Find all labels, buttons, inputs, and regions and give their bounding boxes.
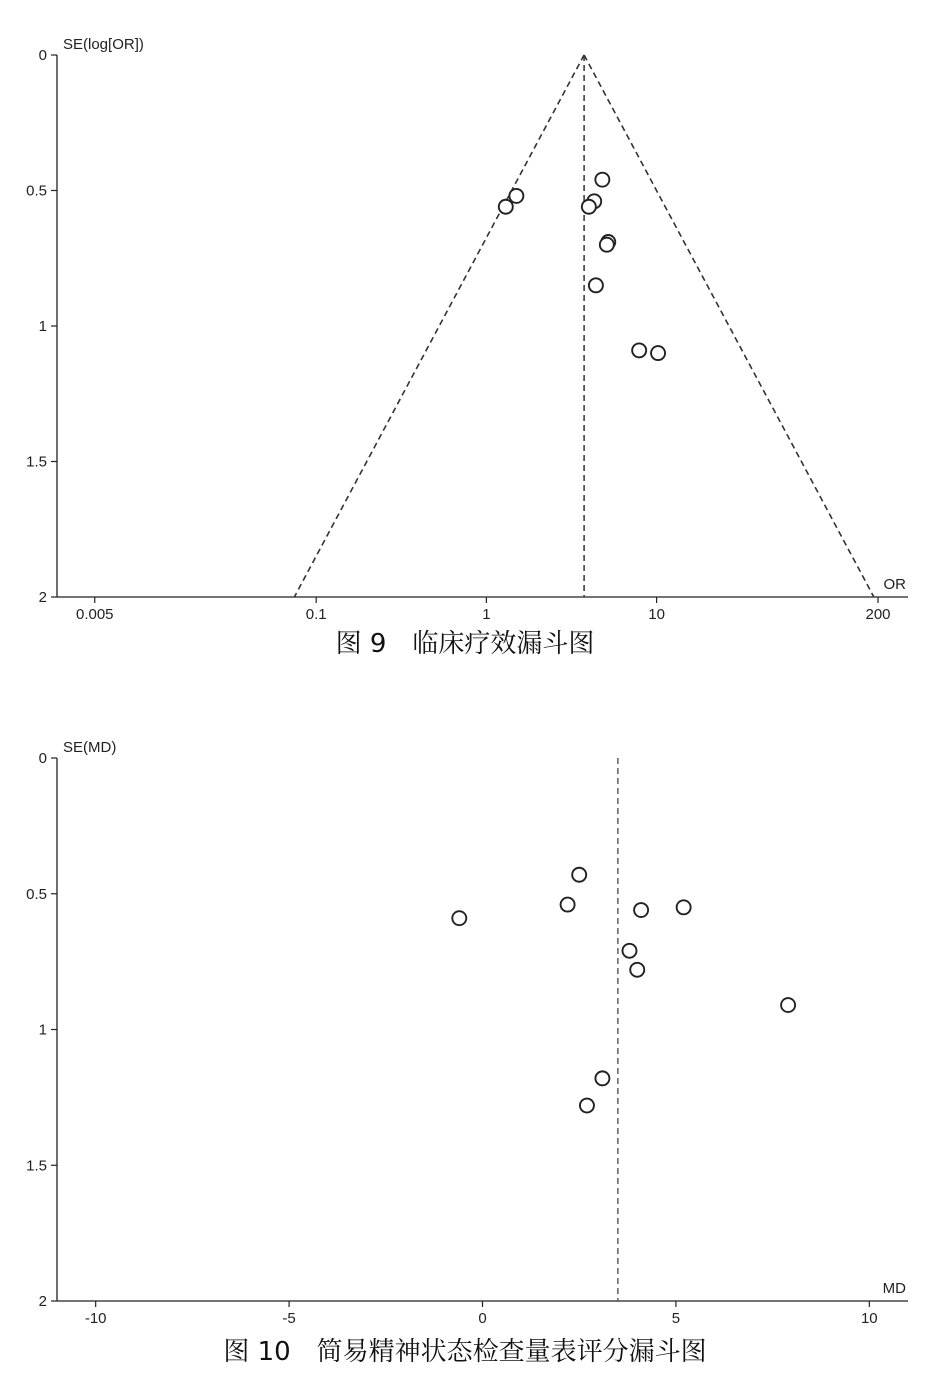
y-tick-label: 1: [38, 318, 47, 335]
x-tick-label: 200: [865, 606, 891, 623]
x-tick-label: -5: [282, 1310, 296, 1327]
y-tick-label: 2: [38, 1293, 47, 1310]
study-point: [580, 1099, 594, 1113]
x-tick-label: 1: [482, 606, 491, 623]
x-tick-label: 0.005: [75, 606, 114, 623]
x-tick-label: 5: [671, 1310, 681, 1327]
x-tick-label: 0.1: [305, 606, 327, 623]
funnel-right-line: [584, 55, 874, 597]
study-point: [589, 278, 603, 292]
y-axis-label: SE(MD): [63, 739, 117, 756]
chart-2-mmse-funnel: [26, 739, 908, 1367]
y-tick-label: 0.5: [26, 885, 47, 903]
y-tick-label: 1: [38, 1021, 47, 1039]
study-point: [622, 944, 636, 958]
figure-caption: 图 9 临床疗效漏斗图: [335, 629, 595, 659]
study-point: [452, 911, 466, 925]
study-point: [651, 346, 665, 360]
x-axis-label: MD: [882, 1280, 906, 1297]
chart-1-clinical-efficacy-funnel: [26, 36, 908, 659]
study-point: [572, 868, 586, 882]
study-point: [634, 903, 648, 917]
x-tick-label: 10: [648, 606, 665, 623]
x-tick-label: 0: [478, 1310, 487, 1327]
y-tick-label: 0: [38, 47, 47, 64]
study-point: [499, 200, 513, 214]
y-tick-label: 0: [38, 750, 47, 767]
funnel-left-line: [294, 55, 584, 597]
x-axis-label: OR: [883, 576, 906, 593]
figure-caption: 图 10 简易精神状态检查量表评分漏斗图: [223, 1337, 707, 1367]
study-point: [595, 1071, 609, 1085]
y-axis-label: SE(log[OR]): [63, 36, 144, 53]
study-point: [630, 963, 644, 977]
study-point: [595, 173, 609, 187]
y-tick-label: 2: [38, 589, 47, 606]
study-point: [509, 189, 523, 203]
x-tick-label: -10: [84, 1310, 107, 1327]
x-tick-label: 10: [860, 1310, 878, 1327]
study-point: [632, 343, 646, 357]
y-tick-label: 1.5: [26, 453, 47, 471]
study-point: [781, 998, 795, 1012]
y-tick-label: 1.5: [26, 1157, 47, 1175]
study-point: [677, 900, 691, 914]
study-point: [561, 898, 575, 912]
study-point: [582, 200, 596, 214]
y-tick-label: 0.5: [26, 182, 47, 200]
study-point: [600, 238, 614, 252]
